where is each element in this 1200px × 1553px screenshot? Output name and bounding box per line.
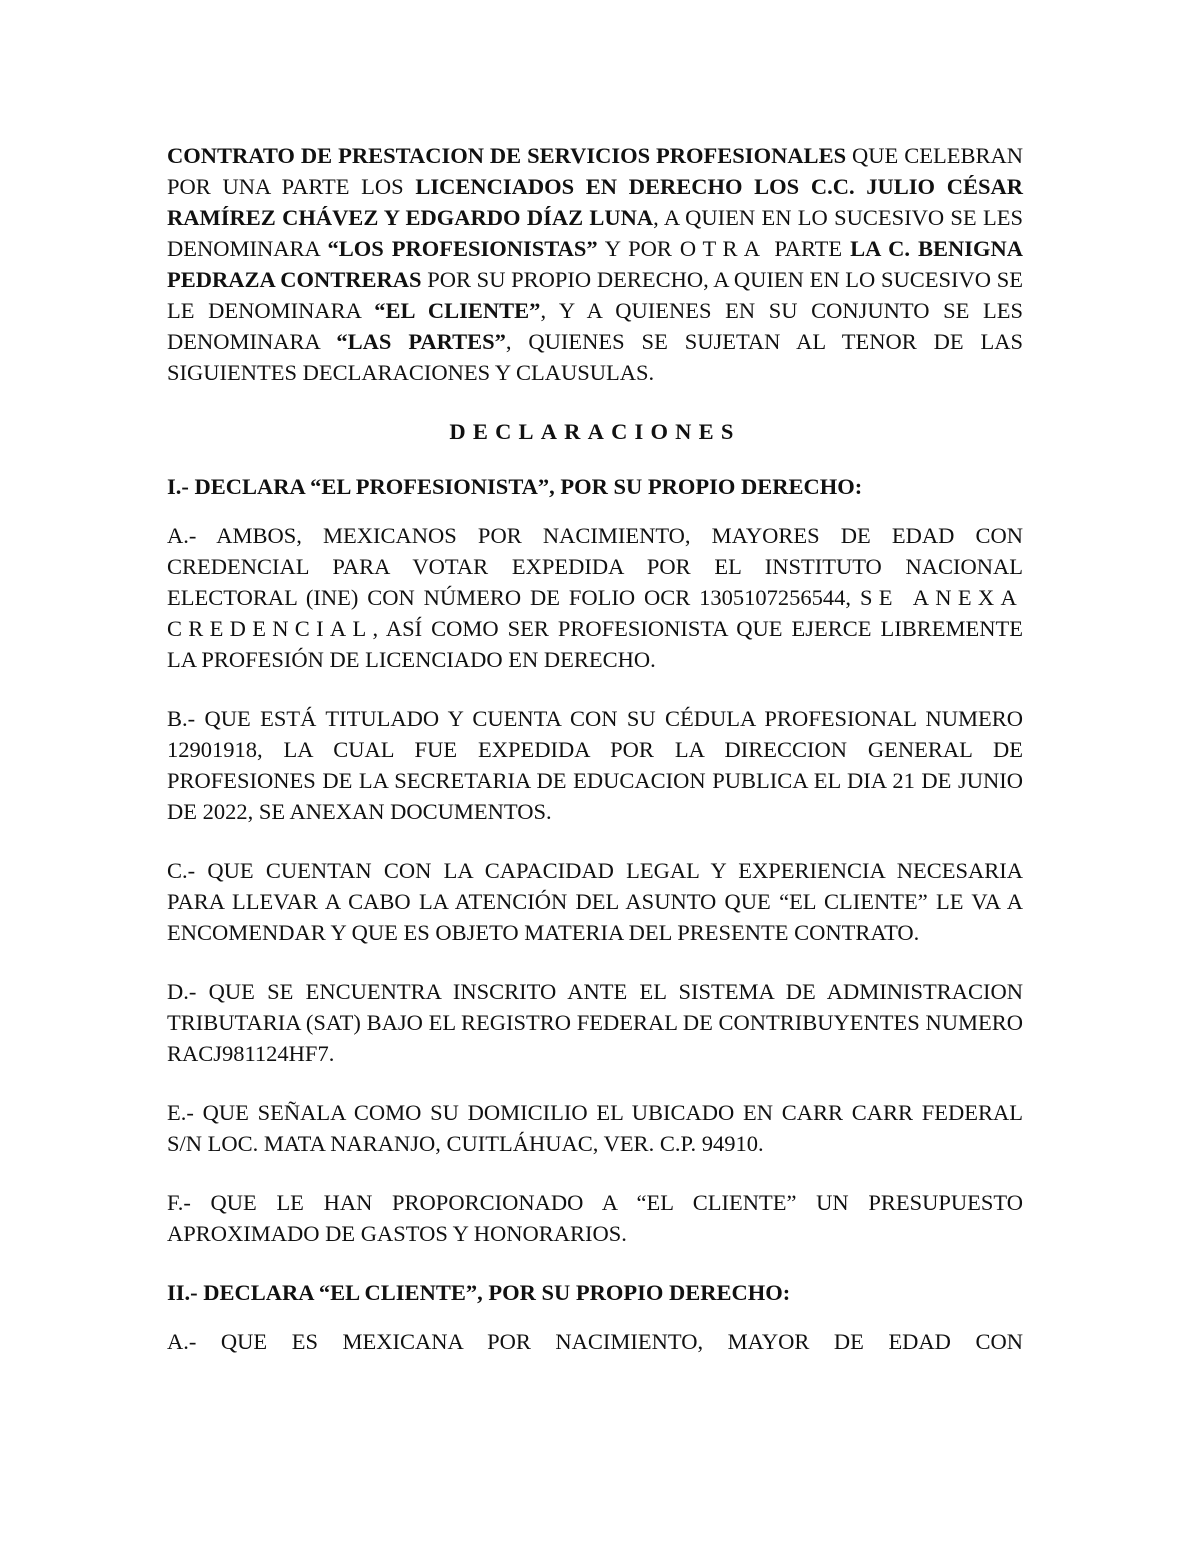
- document-page: [167, 140, 1023, 1385]
- declaration-2a: A.- QUE ES MEXICANA POR NACIMIENTO, MAYOR DE EDAD CON: [167, 1329, 1023, 1354]
- declaration-1a: [167, 520, 1023, 675]
- client-name: LA C. BENIGNA PEDRAZA CONTRERAS: [167, 236, 1023, 292]
- intro-text: , A QUIEN EN LO SUCESIVO SE LES DENOMINARA: [167, 205, 1023, 261]
- declaration-1f: F.- QUE LE HAN PROPORCIONADO A “EL CLIENTE” UN PRESUPUESTO APROXIMADO DE GASTOS Y HONORARIOS.: [167, 1190, 1023, 1246]
- intro-text: OTRA: [679, 236, 767, 261]
- declaration-1c: C.- QUE CUENTAN CON LA CAPACIDAD LEGAL Y EXPERIENCIA NECESARIA PARA LLEVAR A CABO LA ATENCIÓN DEL ASUNTO QUE “EL CLIENTE” LE VA A ENCOMENDAR Y QUE ES OBJETO MATERIA DEL PRESENTE CONTRATO.: [167, 858, 1023, 945]
- section-1-heading: I.- DECLARA “EL PROFESIONISTA”, POR SU PROPIO DERECHO:: [167, 474, 863, 499]
- declaraciones-title: DECLARACIONES: [449, 419, 741, 444]
- professionals-names: LICENCIADOS EN DERECHO LOS C.C. JULIO CÉSAR RAMÍREZ CHÁVEZ Y EDGARDO DÍAZ LUNA: [167, 174, 1023, 230]
- professionals-alias: “LOS PROFESIONISTAS”: [327, 236, 598, 261]
- section-2-heading: II.- DECLARA “EL CLIENTE”, POR SU PROPIO DERECHO:: [167, 1280, 791, 1305]
- annex-note: SE ANEXA CREDENCIAL: [167, 585, 1023, 641]
- intro-text: Y POR: [597, 236, 680, 261]
- declaration-1b: B.- QUE ESTÁ TITULADO Y CUENTA CON SU CÉDULA PROFESIONAL NUMERO 12901918, LA CUAL FUE EXPEDIDA POR LA DIRECCION GENERAL DE PROFESIONES DE LA SECRETARIA DE EDUCACION PUBLICA EL DIA 21 DE JUNIO DE 2022, SE ANEXAN DOCUMENTOS.: [167, 706, 1023, 824]
- contract-title: CONTRATO DE PRESTACION DE SERVICIOS PROFESIONALES: [167, 143, 847, 168]
- intro-paragraph: [167, 140, 1023, 388]
- intro-text: , QUIENES SE SUJETAN AL TENOR DE LAS SIGUIENTES DECLARACIONES Y CLAUSULAS.: [167, 329, 1023, 385]
- declaration-text: A.- AMBOS, MEXICANOS POR NACIMIENTO, MAYORES DE EDAD CON CREDENCIAL PARA VOTAR EXPEDIDA POR EL INSTITUTO NACIONAL ELECTORAL (INE) CON NÚMERO DE FOLIO OCR 1305107256544,: [167, 523, 1023, 610]
- intro-text: , Y A QUIENES EN SU CONJUNTO SE LES DENOMINARA: [167, 298, 1023, 354]
- intro-text: PARTE: [766, 236, 851, 261]
- declaration-1e: E.- QUE SEÑALA COMO SU DOMICILIO EL UBICADO EN CARR CARR FEDERAL S/N LOC. MATA NARANJO, CUITLÁHUAC, VER. C.P. 94910.: [167, 1100, 1023, 1156]
- declaration-1d: D.- QUE SE ENCUENTRA INSCRITO ANTE EL SISTEMA DE ADMINISTRACION TRIBUTARIA (SAT) BAJO EL REGISTRO FEDERAL DE CONTRIBUYENTES NUMERO RACJ981124HF7.: [167, 979, 1023, 1066]
- intro-text: QUE CELEBRAN POR UNA PARTE LOS: [167, 143, 1023, 199]
- declaration-text: , ASÍ COMO SER PROFESIONISTA QUE EJERCE LIBREMENTE LA PROFESIÓN DE LICENCIADO EN DERECHO.: [167, 616, 1023, 672]
- intro-text: POR SU PROPIO DERECHO, A QUIEN EN LO SUCESIVO SE LE DENOMINARA: [167, 267, 1023, 323]
- client-alias: “EL CLIENTE”: [374, 298, 541, 323]
- parties-alias: “LAS PARTES”: [336, 329, 506, 354]
